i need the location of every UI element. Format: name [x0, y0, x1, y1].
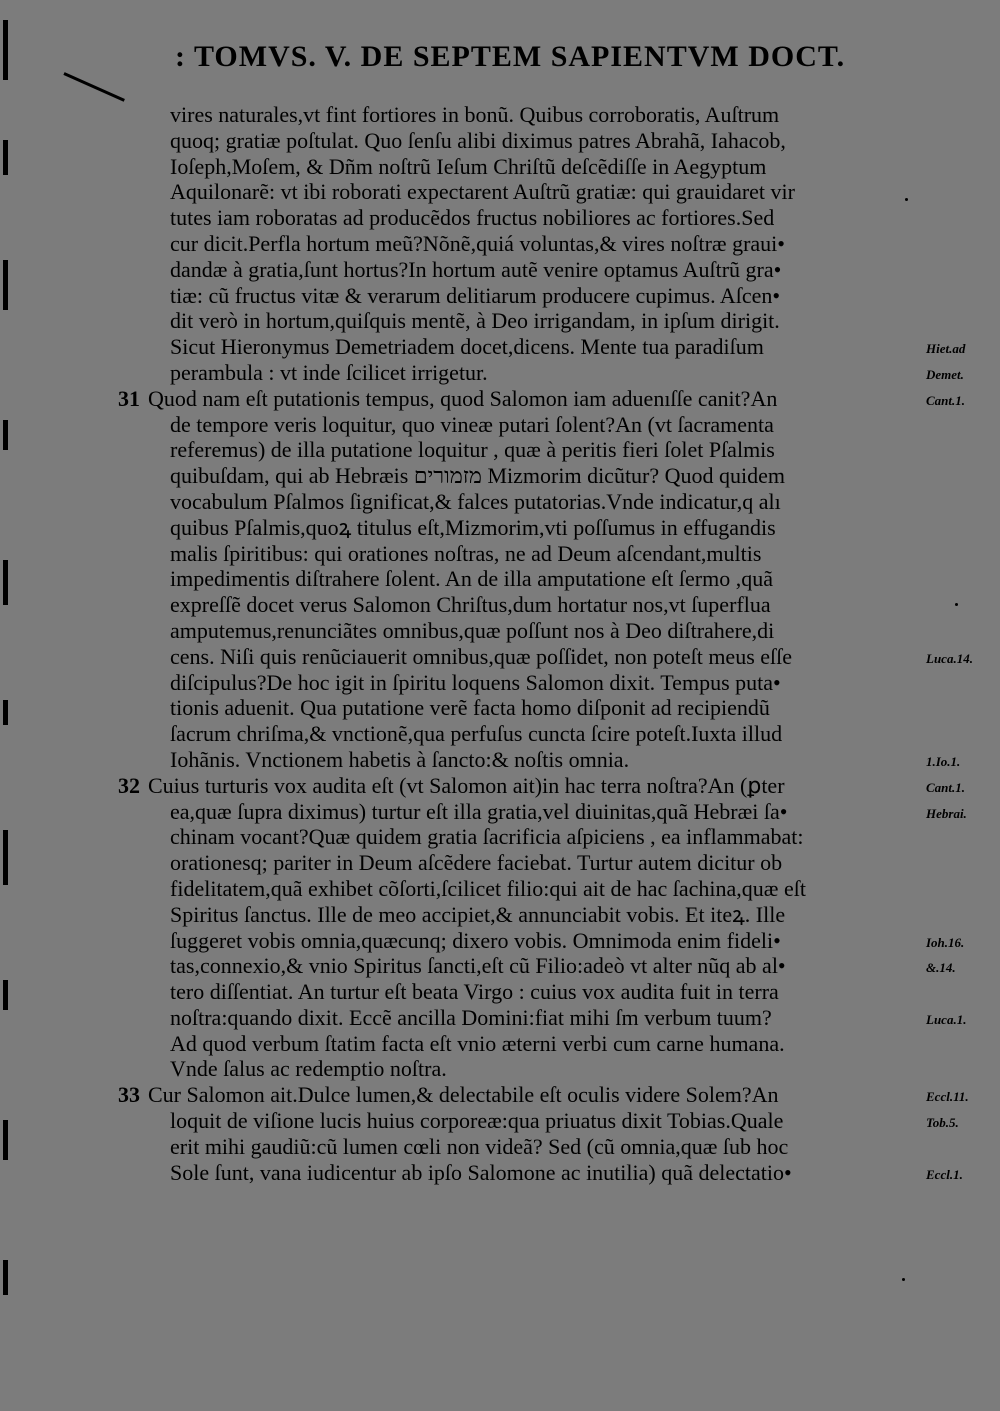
text-line-content: quibus Pſalmis,quoꝝ titulus eſt,Mizmorim,vti poſſumus in effugandis	[170, 514, 776, 540]
text-line-content: dandæ à gratia,ſunt hortus?In hortum autẽ venire optamus Auſtrũ gra•	[170, 256, 782, 282]
text-line-content: quoq; gratiæ poſtulat. Quo ſenſu alibi diximus patres Abrahã, Iahacob,	[170, 127, 786, 153]
marginal-note: Luca.1.	[926, 1012, 967, 1027]
text-line	[118, 1108, 910, 1134]
text-line	[118, 386, 910, 412]
text-line	[118, 205, 910, 231]
text-line-content: loquit de viſione lucis huius corporeæ:qua priuatus dixit Tobias.Quale	[170, 1108, 784, 1134]
marginal-note: Hiet.ad	[926, 341, 966, 357]
text-line-content: dit verò in hortum,quiſquis mentẽ, à Deo irrigandam, in ipſum dirigit.	[170, 308, 780, 334]
text-line	[118, 463, 910, 489]
text-line	[118, 437, 910, 463]
text-line	[118, 721, 910, 747]
text-line-content: diſcipulus?De hoc igit in ſpiritu loquens Salomon dixit. Tempus puta•	[170, 669, 781, 695]
text-line-content: Sicut Hieronymus Demetriadem docet,dicens. Mente tua paradiſum	[170, 334, 764, 360]
text-line-content: Cur Salomon ait.Dulce lumen,& delectabile eſt oculis videre Solem?An	[148, 1082, 779, 1108]
text-line	[118, 128, 910, 154]
text-line	[118, 1160, 910, 1186]
text-line	[118, 102, 910, 128]
marginal-note: &.14.	[926, 960, 956, 976]
text-line	[118, 1005, 910, 1031]
marginal-note: Cant.1.	[926, 779, 966, 795]
text-line	[118, 773, 910, 799]
marginal-note: Demet.	[926, 367, 964, 382]
question-number: 33	[118, 1082, 140, 1108]
text-line	[118, 360, 910, 386]
text-line	[118, 1031, 910, 1057]
text-line	[118, 257, 910, 283]
text-line-content: cur dicit.Perfla hortum meũ?Nõnẽ,quiá voluntas,& vires noſtræ graui•	[170, 230, 786, 256]
text-line-content: ſuggeret vobis omnia,quæcunq; dixero vobis. Omnimoda enim fideli•	[170, 927, 781, 953]
text-line	[118, 541, 910, 567]
text-line	[118, 876, 910, 902]
text-line-content: noſtra:quando dixit. Eccẽ ancilla Domini:fiat mihi ſm verbum tuum?	[170, 1004, 772, 1030]
question-number: 31	[118, 385, 140, 411]
text-line-content: ea,quæ ſupra diximus) turtur eſt illa gratia,vel diuinitas,quã Hebræi ſa•	[170, 798, 788, 824]
ink-stroke-mark	[63, 72, 125, 102]
text-line	[118, 953, 910, 979]
text-line-content: Quod nam eſt putationis tempus, quod Salomon iam aduenıſſe canit?An	[148, 385, 778, 411]
marginal-note: Eccl.11.	[926, 1089, 969, 1105]
speck	[905, 198, 908, 201]
text-line-content: quibuſdam, qui ab Hebræis מזמורים Mizmorim dicũtur? Quod quidem	[170, 463, 786, 489]
marginal-note: 1.Io.1.	[926, 754, 961, 769]
text-line-content: tiæ: cũ fructus vitæ & verarum delitiarum producere cupimus. Aſcen•	[170, 282, 781, 308]
text-line	[118, 592, 910, 618]
text-line-content: chinam vocant?Quæ quidem gratia ſacrificia aſpiciens , ea inflammabat:	[170, 824, 804, 850]
text-line	[118, 515, 910, 541]
text-line	[118, 154, 910, 180]
text-line-content: tionis aduenit. Qua putatione verẽ facta homo diſponit ad recipiendũ	[170, 695, 770, 721]
text-line-content: Aquilonarẽ: vt ibi roborati expectarent Auſtrũ gratiæ: qui grauidaret vir	[170, 179, 795, 205]
text-line	[118, 670, 910, 696]
marginal-note: Luca.14.	[926, 650, 973, 666]
text-line	[118, 850, 910, 876]
text-line-content: malis ſpiritibus: qui orationes noſtras, ne ad Deum aſcendant,multis	[170, 540, 762, 566]
text-line	[118, 902, 910, 928]
text-line-content: fidelitatem,quã exhibet cõſorti,ſcilicet filio:qui ait de hac ſachina,quæ eſt	[170, 875, 806, 901]
speck	[955, 603, 958, 606]
text-line	[118, 283, 910, 309]
marginal-note: Ioh.16.	[926, 934, 965, 950]
text-line-content: vocabulum Pſalmos ſignificat,& falces putatorias.Vnde indicatur,q alı	[170, 488, 781, 514]
text-line-content: de tempore veris loquitur, quo vineæ putari ſolent?An (vt ſacramenta	[170, 411, 774, 437]
text-line	[118, 928, 910, 954]
body-text	[118, 102, 910, 1185]
text-line-content: impedimentis diſtrahere ſolent. An de illa amputatione eſt ſermo ,quã	[170, 566, 774, 592]
text-line-content: cens. Niſi quis renũciauerit omnibus,quæ poſſidet, non poteſt meus eſſe	[170, 643, 793, 669]
text-line	[118, 618, 910, 644]
text-line	[118, 979, 910, 1005]
text-line	[118, 489, 910, 515]
text-line-content: perambula : vt inde ſcilicet irrigetur.	[170, 359, 488, 385]
marginal-note: Eccl.1.	[926, 1166, 963, 1182]
text-line-content: Ioſeph,Moſem, & Dñm noſtrũ Ieſum Chriſtũ deſcẽdiſſe in Aegyptum	[170, 153, 767, 179]
text-line	[118, 179, 910, 205]
text-line	[118, 566, 910, 592]
text-line	[118, 412, 910, 438]
text-line-content: Vnde ſalus ac redemptio noſtra.	[170, 1056, 447, 1082]
text-line-content: expreſſẽ docet verus Salomon Chriſtus,dum hortatur nos,vt ſuperflua	[170, 592, 771, 618]
text-line	[118, 644, 910, 670]
text-line	[118, 1082, 910, 1108]
text-line-content: orationesq; pariter in Deum aſcẽdere faciebat. Turtur autem dicitur ob	[170, 850, 783, 876]
text-line	[118, 1056, 910, 1082]
text-line-content: Cuius turturis vox audita eſt (vt Salomon ait)in hac terra noſtra?An (ꝑter	[148, 772, 785, 798]
text-line-content: Spiritus ſanctus. Ille de meo accipiet,& annunciabit vobis. Et iteꝝ. Ille	[170, 901, 786, 927]
text-line-content: vires naturales,vt fint fortiores in bonũ. Quibus corroboratis, Auſtrum	[170, 102, 780, 127]
page-edge-shadow	[0, 0, 14, 1411]
text-line	[118, 799, 910, 825]
text-line-content: amputemus,renunciãtes omnibus,quæ poſſunt nos à Deo diſtrahere,di	[170, 617, 775, 643]
text-line	[118, 747, 910, 773]
text-line	[118, 824, 910, 850]
running-head: : TOMVS. V. DE SEPTEM SAPIENTVM DOCT.	[175, 40, 846, 73]
text-line-content: tas,connexio,& vnio Spiritus ſancti,eſt cũ Filio:adeò vt alter nũq ab al•	[170, 953, 786, 979]
text-line	[118, 334, 910, 360]
text-line-content: referemus) de illa putatione loquitur , quæ à peritis fieri ſolet Pſalmis	[170, 437, 775, 463]
text-line-content: tutes iam roboratas ad producẽdos fructus nobiliores ac fortiores.Sed	[170, 205, 775, 231]
text-line	[118, 695, 910, 721]
text-line-content: Iohãnis. Vnctionem habetis à ſancto:& noſtis omnia.	[170, 746, 630, 772]
text-line	[118, 1134, 910, 1160]
marginal-note: Tob.5.	[926, 1115, 959, 1131]
speck	[902, 1278, 905, 1281]
text-line	[118, 231, 910, 257]
text-line-content: erit mihi gaudiũ:cũ lumen cœli non videã? Sed (cũ omnia,quæ ſub hoc	[170, 1133, 789, 1159]
text-line-content: ſacrum chriſma,& vnctionẽ,qua perfuſus cuncta ſcire poteſt.Iuxta illud	[170, 721, 783, 747]
marginal-note: Hebrai.	[926, 805, 967, 821]
marginal-note: Cant.1.	[926, 392, 966, 408]
text-line-content: tero diſſentiat. An turtur eſt beata Virgo : cuius vox audita fuit in terra	[170, 979, 779, 1005]
text-line-content: Sole ſunt, vana iudicentur ab ipſo Salomone ac inutilia) quã delectatio•	[170, 1159, 792, 1185]
question-number: 32	[118, 772, 140, 798]
text-line	[118, 308, 910, 334]
text-line-content: Ad quod verbum ſtatim facta eſt vnio æterni verbi cum carne humana.	[170, 1030, 785, 1056]
